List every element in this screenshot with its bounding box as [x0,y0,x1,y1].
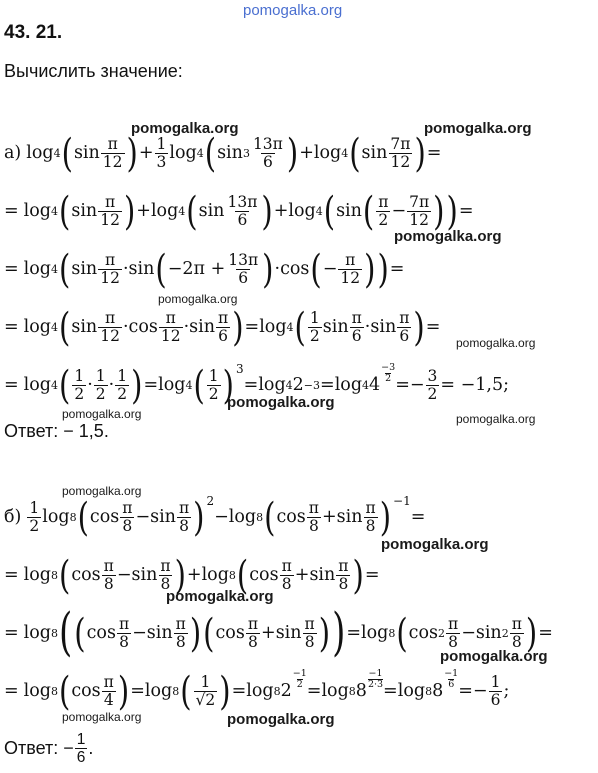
sin-fn: sin [336,201,362,221]
sin-fn: sin [146,623,173,643]
sin-fn: sin [71,259,98,279]
cos-fn: cos [249,565,279,585]
answer-label: Ответ: [4,421,59,441]
power-fraction: $\frac{-3}{2}$ [381,361,396,384]
watermark[interactable]: pomogalka.org [62,710,142,724]
fraction: π 12 [100,308,120,345]
op: = [458,681,473,701]
watermark[interactable]: pomogalka.org [394,228,502,245]
log-fn: log [23,565,52,585]
fraction: π 6 [218,308,229,345]
part-b-label: б) [4,507,22,527]
fraction: π 8 [338,556,349,593]
watermark[interactable]: pomogalka.org [62,407,142,421]
base: 8 [432,681,444,701]
task-text: Вычислить значение: [4,61,183,81]
sin-fn: sin [336,507,363,527]
log-fn: log [23,317,52,337]
log-fn: log [313,143,342,163]
answer-a [4,421,109,442]
op: − [391,201,407,221]
fraction: π 8 [103,556,114,593]
op: − [132,623,147,643]
watermark[interactable]: pomogalka.org [62,484,142,498]
op: + [261,623,276,643]
op: = [4,317,19,337]
watermark[interactable]: pomogalka.org [227,394,335,411]
answer-label: Ответ: [4,737,59,758]
fraction: π 6 [399,308,410,345]
sin-fn: sin [71,201,98,221]
op: · [183,317,190,337]
op: = [306,681,322,701]
cos-fn: cos [71,565,101,585]
op: = [4,259,19,279]
base: 8 [355,681,367,701]
power: 3 [242,146,250,160]
op: = [346,623,361,643]
log-fn: log [321,681,349,701]
watermark[interactable]: pomogalka.org [381,536,489,553]
fraction: $\frac{1}{6}$ [76,730,86,766]
log-fn: log [42,507,70,527]
fraction: π 4 [103,672,114,709]
sin-fn: sin [150,507,176,527]
watermark[interactable]: pomogalka.org [440,648,548,665]
log-fn: log [23,375,52,395]
log-fn: log [258,375,286,395]
log-fn: log [228,507,257,527]
sin-fn: sin [370,317,397,337]
log-fn: log [23,623,52,643]
fraction: 1 2 [74,366,85,403]
fraction: 1 √2 [195,672,216,709]
op: = [143,375,159,395]
fraction: 7π 12 [390,134,411,171]
op: · [122,317,129,337]
op: − [116,565,132,585]
log-fn: log [259,317,287,337]
result: = −1,5; [440,375,510,395]
sin-fn: sin [475,623,502,643]
base: 4 [369,375,381,395]
fraction: π 12 [100,192,120,229]
op: = [4,623,19,643]
op: = [4,375,19,395]
fraction: π 8 [247,614,259,651]
log-fn: log [288,201,316,221]
part-a-label: а) [4,143,22,163]
sin-fn: sin [71,317,98,337]
watermark[interactable]: pomogalka.org [158,292,238,306]
sin-fn: sin [309,565,336,585]
op: = [243,375,259,395]
fraction: $\frac{3}{2}$ [427,366,438,403]
watermark[interactable]: pomogalka.org [456,412,536,426]
watermark[interactable]: pomogalka.org [131,120,239,137]
watermark[interactable]: pomogalka.org [166,588,274,605]
log-fn: log [158,375,186,395]
power-fraction: $\frac{-1}{6}$ [444,667,459,690]
cos-fn: cos [215,623,245,643]
math-line-b4: = log 8 ( cos π 4 ) = log 8 ( 1 √2 ) = log 8 2 $\frac{-1}{2}$ = log 8 8 $\frac{-1}{2\cdot 3}$ = log 8 8 $\frac{-1}{6}$ = − $\frac{1}{6}$ ; [4,667,510,714]
log-fn: log [246,681,274,701]
cos-fn: cos [408,623,438,643]
fraction: π 8 [511,614,522,651]
fraction: π 8 [160,556,171,593]
op: + [321,507,337,527]
log-fn: log [334,375,363,395]
fraction: $\frac{\pi}{12}$ [340,250,361,287]
op: = [4,681,19,701]
fraction: π 8 [365,498,376,535]
cos-fn: cos [276,507,306,527]
sin-fn: sin [131,565,158,585]
op: + [273,201,289,221]
answer-sign: − [63,737,74,758]
math-line-b1: б) 1 2 log 8 ( cos π 8 − sin π 8 ) 2 − log 8 ( cos π 8 + sin π 8 ) −1 = [4,493,426,540]
fraction: $\frac{1}{3}$ [156,134,167,171]
op: + [299,143,314,163]
fraction: π 8 [281,556,292,593]
op: = [426,143,442,163]
fraction: $\frac{13\pi}{6}$ [228,250,259,287]
fraction: π 8 [175,614,186,651]
op: · [274,259,281,279]
math-line-a5: = log 4 ( 1 2 · 1 2 · 1 2 ) = log 4 ( 1 2 ) 3 = log 4 2 −3 = log 4 4 $\frac{-3}{2}$ = − $\frac{3}{2}$ = −1,5; [4,361,510,408]
watermark[interactable]: pomogalka.org [227,711,335,728]
math-line-b3: = log 8 ( ( cos π 8 − sin π 8 ) ( cos π 8 + sin π 8 ) ) = log 8 ( cos 2 π 8 − sin 2 π 8 ) = [4,603,553,663]
fraction: π 8 [448,614,459,651]
term: −2π + [167,259,226,279]
base: 2 [292,375,304,395]
fraction: π 12 [160,308,181,345]
op: − [322,259,338,279]
log-fn: log [361,623,389,643]
op: = [410,507,426,527]
op: = [244,317,260,337]
log-fn: log [23,259,52,279]
op: · [108,375,115,395]
fraction: π 12 [102,134,123,171]
op: = [4,201,19,221]
op: = [458,201,474,221]
power: 2 [438,626,445,640]
sin-fn: sin [128,259,155,279]
op: + [186,565,202,585]
log-fn: log [397,681,426,701]
sin-fn: sin [189,317,216,337]
fraction: π 8 [304,614,315,651]
math-line-a3: = log 4 ( sin π 12 · sin ( −2π + $\frac{13\pi}{6}$ ) · cos ( − $\frac{\pi}{12}$ ) ) = [4,245,405,292]
op: + [294,565,310,585]
fraction: $\frac{7\pi}{12}$ [409,192,430,229]
cos-fn: cos [280,259,310,279]
fraction: 1 2 [29,498,40,535]
watermark-top[interactable]: pomogalka.org [243,2,343,19]
sin-fn: sin [275,623,302,643]
sin-fn: sin [73,143,100,163]
fraction: π 8 [122,498,133,535]
log-fn: log [144,681,173,701]
log-fn: log [26,143,54,163]
math-line-a4: = log 4 ( sin π 12 · cos π 12 · sin π 6 ) = log 4 ( 1 2 sin π 6 · sin π 6 ) = [4,303,441,350]
fraction: π 8 [118,614,130,651]
sin-fn: sin [198,201,225,221]
op: = [425,317,441,337]
cos-fn: cos [86,623,116,643]
op: − [135,507,151,527]
op: = [231,681,247,701]
fraction: π 8 [308,498,319,535]
op: + [136,201,151,221]
fraction: 13π 6 [227,192,258,229]
fraction: π 6 [351,308,362,345]
paren: ( [61,129,73,176]
fraction: 1 2 [208,366,219,403]
fraction: π 12 [100,250,120,287]
log-base: 4 [53,146,61,160]
op: − [472,681,488,701]
cos-fn: cos [128,317,158,337]
watermark[interactable]: pomogalka.org [456,336,536,350]
watermark[interactable]: pomogalka.org [424,120,532,137]
op: · [122,259,129,279]
op: = [538,623,553,643]
math-line-b2: = log 8 ( cos π 8 − sin π 8 ) + log 8 ( cos π 8 + sin π 8 ) = [4,551,380,598]
math-line-a1: а) log 4 ( sin π 12 ) + $\frac{1}{3}$ log 4 ( sin 3 13π 6 ) + log 4 ( sin 7π 12 ) = [4,129,442,176]
op: = [389,259,405,279]
op: − [409,375,425,395]
cos-fn: cos [71,681,101,701]
fraction: π 8 [178,498,190,535]
fraction: $\frac{1}{6}$ [490,672,501,709]
base: 2 [280,681,292,701]
log-fn: log [169,143,197,163]
math-line-a2: = log 4 ( sin π 12 ) + log 4 ( sin 13π 6 ) + log 4 ( sin ( π 2 − $\frac{7\pi}{12}$ ) ) = [4,187,474,234]
power: 2 [501,626,509,640]
log-fn: log [23,681,52,701]
op: + [138,143,154,163]
answer-b: Ответ: − $\frac{1}{6}$ . [4,730,94,766]
sin-fn: sin [217,143,243,163]
log-fn: log [201,565,229,585]
fraction: 1 2 [95,366,106,403]
op: · [364,317,371,337]
problem-number: 43. 21. [4,22,63,43]
op: = [364,565,380,585]
op: − [214,507,229,527]
power-fraction: $\frac{-1}{2\cdot 3}$ [367,667,384,690]
log-fn: log [150,201,179,221]
sin-fn: sin [361,143,388,163]
fraction: 1 2 [309,308,320,345]
op: = [4,565,19,585]
power: 2 [206,494,215,508]
op: · [87,375,93,395]
log-fn: log [23,201,52,221]
fraction: 13π 6 [252,134,283,171]
answer-value: − 1,5. [63,421,109,441]
op: = [320,375,335,395]
op: = [130,681,145,701]
cos-fn: cos [89,507,120,527]
sin-fn: sin [322,317,349,337]
power: −3 [303,378,321,392]
op: = [395,375,410,395]
op: − [461,623,476,643]
power-fraction: $\frac{-1}{2}$ [292,667,307,690]
op: = [383,681,398,701]
power: −1 [393,494,411,508]
fraction: π 2 [378,192,389,229]
fraction: 1 2 [117,366,128,403]
power: 3 [236,362,244,376]
